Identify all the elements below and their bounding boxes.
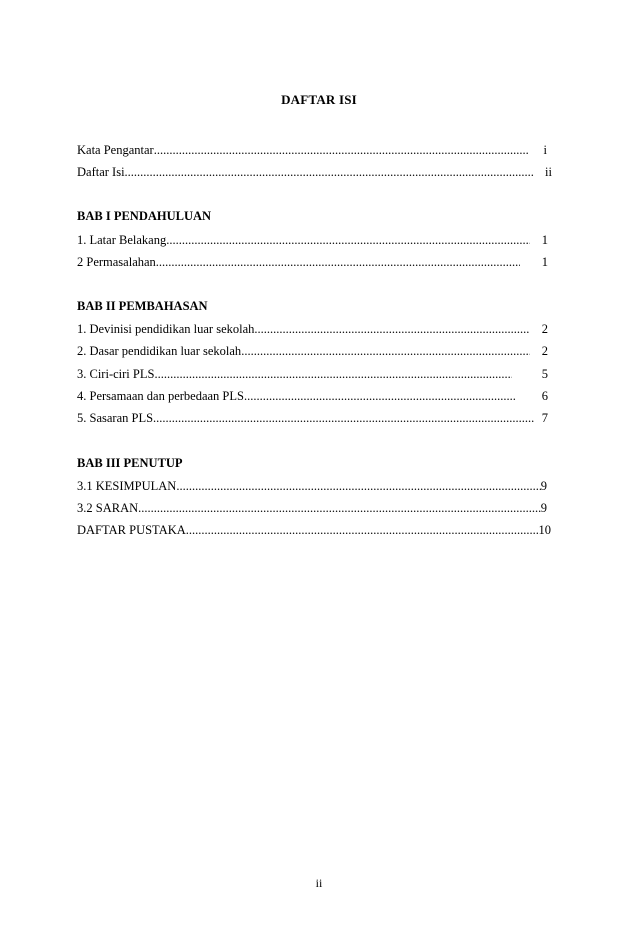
toc-entry-kesimpulan xyxy=(77,479,547,497)
toc-entry-kata-pengantar xyxy=(77,143,547,161)
dot-leader xyxy=(154,143,529,158)
toc-entry-page: 5 xyxy=(541,367,548,381)
toc-entry-label: 2. Dasar pendidikan luar sekolah xyxy=(77,344,242,358)
toc-entry-label: 3. Ciri-ciri PLS xyxy=(77,367,155,381)
dot-leader xyxy=(156,255,520,270)
section-heading-bab2: BAB II PEMBAHASAN xyxy=(77,299,208,313)
toc-entry-label: Daftar Isi xyxy=(77,165,125,179)
toc-entry-page: i xyxy=(543,143,547,157)
toc-entry-page: 1 xyxy=(541,255,548,269)
toc-entry-devinisi xyxy=(77,322,548,340)
toc-entry-daftar-isi xyxy=(77,165,552,183)
dot-leader xyxy=(153,411,535,426)
toc-entry-saran xyxy=(77,501,547,519)
dot-leader xyxy=(176,479,540,494)
toc-entry-daftar-pustaka xyxy=(77,523,551,541)
dot-leader xyxy=(154,367,512,382)
toc-entry-label: 1. Latar Belakang xyxy=(77,233,167,247)
section-heading-bab1: BAB I PENDAHULUAN xyxy=(77,209,212,223)
dot-leader xyxy=(138,501,541,516)
section-heading-bab3: BAB III PENUTUP xyxy=(77,456,183,470)
toc-entry-permasalahan xyxy=(77,255,548,273)
dot-leader xyxy=(186,523,539,538)
toc-entry-page: 9 xyxy=(540,479,547,493)
toc-entry-page: 7 xyxy=(541,411,548,425)
toc-entry-label: Kata Pengantar xyxy=(77,143,154,157)
dot-leader xyxy=(241,344,530,359)
toc-entry-ciri-ciri xyxy=(77,367,548,385)
dot-leader xyxy=(125,165,534,180)
toc-entry-label: 1. Devinisi pendidikan luar sekolah xyxy=(77,322,255,336)
toc-entry-page: 2 xyxy=(541,322,548,336)
toc-entry-dasar xyxy=(77,344,548,362)
dot-leader xyxy=(244,389,516,404)
toc-entry-label: 2 Permasalahan xyxy=(77,255,156,269)
toc-entry-sasaran xyxy=(77,411,548,429)
toc-entry-page: 2 xyxy=(541,344,548,358)
page-number-footer: ii xyxy=(315,876,323,890)
toc-entry-label: DAFTAR PUSTAKA xyxy=(77,523,186,537)
toc-entry-page: 10 xyxy=(538,523,551,537)
dot-leader xyxy=(254,322,530,337)
dot-leader xyxy=(166,233,530,248)
toc-entry-label: 3.2 SARAN xyxy=(77,501,139,515)
toc-entry-page: 1 xyxy=(541,233,548,247)
toc-entry-label: 3.1 KESIMPULAN xyxy=(77,479,177,493)
page-title: DAFTAR ISI xyxy=(281,92,357,107)
toc-entry-page: ii xyxy=(545,165,552,179)
toc-entry-label: 5. Sasaran PLS xyxy=(77,411,154,425)
toc-entry-latar-belakang xyxy=(77,233,548,251)
toc-entry-page: 9 xyxy=(540,501,547,515)
toc-entry-label: 4. Persamaan dan perbedaan PLS xyxy=(77,389,244,403)
toc-entry-persamaan xyxy=(77,389,548,407)
toc-entry-page: 6 xyxy=(541,389,548,403)
